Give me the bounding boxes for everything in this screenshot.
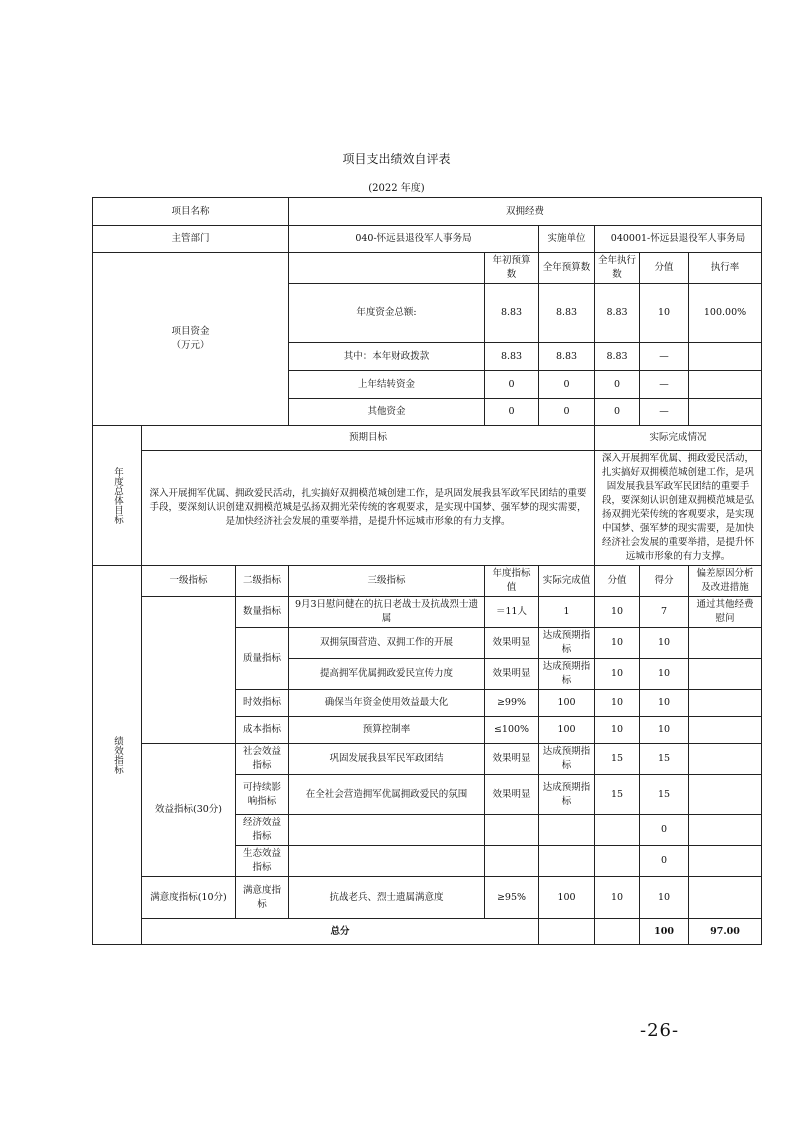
- funds-header: 执行率: [689, 253, 762, 284]
- perf-level1-satisfaction: 满意度指标(10分): [142, 877, 236, 919]
- funds-cell: 0: [595, 399, 640, 426]
- goals-text-row: [93, 451, 762, 566]
- funds-cell: 0: [539, 371, 595, 399]
- perf-got: 10: [640, 659, 689, 690]
- expected-goal-text: 深入开展拥军优属、拥政爱民活动，扎实搞好双拥模范城创建工作，是巩固发展我县军政军民团结的重要手段，要深刻认识创建双拥模范城是弘扬双拥光荣传统的客观要求，是实现中国梦、强军梦的现实需要，是加快经济社会发展的重要举措，是提升怀远城市形象的有力支撑。: [142, 451, 595, 566]
- funds-cell: 0: [539, 399, 595, 426]
- perf-l3: [289, 846, 485, 877]
- project-name-row: [93, 198, 762, 226]
- funds-header: 全年预算数: [539, 253, 595, 284]
- perf-score: [595, 846, 640, 877]
- perf-target: ≥99%: [485, 690, 539, 717]
- funds-cell: [689, 343, 762, 371]
- funds-row-name: 其他资金: [289, 399, 485, 426]
- perf-actual: [539, 846, 595, 877]
- perf-l3: 在全社会营造拥军优属拥政爱民的氛围: [289, 775, 485, 815]
- dept-value: 040-怀远县退役军人事务局: [289, 226, 539, 253]
- page-subtitle: (2022 年度): [368, 183, 425, 194]
- funds-cell: 8.83: [539, 343, 595, 371]
- page-number: -26-: [640, 1020, 680, 1041]
- perf-note: [689, 775, 762, 815]
- funds-cell: [689, 399, 762, 426]
- perf-score: 10: [595, 717, 640, 744]
- perf-l2: 质量指标: [236, 628, 289, 690]
- total-score: 100: [640, 919, 689, 945]
- perf-l2: 经济效益指标: [236, 815, 289, 846]
- perf-header: 一级指标: [142, 566, 236, 597]
- perf-got: 15: [640, 775, 689, 815]
- total-got: 97.00: [689, 919, 762, 945]
- perf-target: ＝11人: [485, 597, 539, 628]
- perf-target: 效果明显: [485, 659, 539, 690]
- actual-goal-text: 深入开展拥军优属、拥政爱民活动，扎实搞好双拥模范城创建工作，是巩固发展我县军政军民团结的重要手段，要深刻认识创建双拥模范城是弘扬双拥光荣传统的客观要求，是实现中国梦、强军梦的现实需要，是加快经济社会发展的重要举措，是提升怀远城市形象的有力支撑。: [595, 451, 762, 566]
- perf-target: 效果明显: [485, 744, 539, 775]
- perf-label: 绩效指标: [93, 566, 142, 945]
- perf-score: 10: [595, 597, 640, 628]
- perf-l3: 预算控制率: [289, 717, 485, 744]
- perf-note: [689, 877, 762, 919]
- perf-actual: 达成预期指标: [539, 775, 595, 815]
- perf-l2: 社会效益指标: [236, 744, 289, 775]
- perf-header: 分值: [595, 566, 640, 597]
- perf-note: [689, 659, 762, 690]
- perf-actual: [539, 815, 595, 846]
- perf-target: ≤100%: [485, 717, 539, 744]
- funds-cell: 0: [595, 371, 640, 399]
- perf-actual: 达成预期指标: [539, 744, 595, 775]
- funds-cell: —: [640, 399, 689, 426]
- impl-value: 040001-怀远县退役军人事务局: [595, 226, 762, 253]
- perf-l2: 数量指标: [236, 597, 289, 628]
- perf-note: [689, 815, 762, 846]
- perf-actual: 达成预期指标: [539, 659, 595, 690]
- perf-l3: 9月3日慰问健在的抗日老战士及抗战烈士遗属: [289, 597, 485, 628]
- funds-cell: [689, 371, 762, 399]
- perf-header: 二级指标: [236, 566, 289, 597]
- funds-label: 项目资金 （万元）: [93, 253, 289, 426]
- funds-cell: —: [640, 371, 689, 399]
- funds-cell: 8.83: [539, 284, 595, 343]
- perf-l3: 提高拥军优属拥政爱民宣传力度: [289, 659, 485, 690]
- perf-target: [485, 846, 539, 877]
- perf-level1-effect: 效益指标(30分): [142, 744, 236, 877]
- perf-got: 7: [640, 597, 689, 628]
- perf-row: [93, 597, 762, 628]
- self-evaluation-table: [92, 197, 762, 945]
- perf-score: [595, 815, 640, 846]
- perf-header-row: [93, 566, 762, 597]
- perf-actual: 100: [539, 877, 595, 919]
- perf-row: [93, 744, 762, 775]
- funds-cell: 8.83: [485, 284, 539, 343]
- perf-l3: [289, 815, 485, 846]
- perf-l3: 确保当年资金使用效益最大化: [289, 690, 485, 717]
- funds-header-row: [93, 253, 762, 284]
- total-blank: [595, 919, 640, 945]
- perf-score: 10: [595, 877, 640, 919]
- impl-label: 实施单位: [539, 226, 595, 253]
- funds-row-name: 年度资金总额:: [289, 284, 485, 343]
- perf-note: [689, 744, 762, 775]
- perf-got: 10: [640, 717, 689, 744]
- perf-l2: 成本指标: [236, 717, 289, 744]
- perf-score: 15: [595, 775, 640, 815]
- perf-note: [689, 690, 762, 717]
- funds-cell: 8.83: [595, 284, 640, 343]
- perf-l2: 满意度指标: [236, 877, 289, 919]
- funds-cell: 0: [485, 371, 539, 399]
- perf-note: [689, 846, 762, 877]
- perf-l3: 抗战老兵、烈士遗属满意度: [289, 877, 485, 919]
- funds-cell: 100.00%: [689, 284, 762, 343]
- perf-l2: 生态效益指标: [236, 846, 289, 877]
- perf-header: 年度指标值: [485, 566, 539, 597]
- page-title: 项目支出绩效自评表: [342, 152, 451, 166]
- dept-row: [93, 226, 762, 253]
- project-name-value: 双拥经费: [289, 198, 762, 226]
- total-blank: [539, 919, 595, 945]
- perf-target: ≥95%: [485, 877, 539, 919]
- funds-header: 全年执行数: [595, 253, 640, 284]
- perf-row: [93, 877, 762, 919]
- perf-note: [689, 628, 762, 659]
- funds-row-name: 其中：本年财政拨款: [289, 343, 485, 371]
- perf-l3: 双拥氛围营造、双拥工作的开展: [289, 628, 485, 659]
- perf-target: 效果明显: [485, 775, 539, 815]
- total-label: 总分: [142, 919, 539, 945]
- funds-header: 分值: [640, 253, 689, 284]
- perf-l3: 巩固发展我县军民军政团结: [289, 744, 485, 775]
- goals-header-row: [93, 426, 762, 451]
- perf-got: 10: [640, 690, 689, 717]
- funds-cell: 10: [640, 284, 689, 343]
- funds-cell: —: [640, 343, 689, 371]
- perf-actual: 1: [539, 597, 595, 628]
- funds-header: 年初预算数: [485, 253, 539, 284]
- perf-target: 效果明显: [485, 628, 539, 659]
- perf-actual: 100: [539, 690, 595, 717]
- funds-cell: 0: [485, 399, 539, 426]
- perf-header: 偏差原因分析及改进措施: [689, 566, 762, 597]
- perf-got: 15: [640, 744, 689, 775]
- perf-score: 10: [595, 659, 640, 690]
- actual-goal-header: 实际完成情况: [595, 426, 762, 451]
- funds-cell: 8.83: [485, 343, 539, 371]
- perf-header: 实际完成值: [539, 566, 595, 597]
- perf-l2: 可持续影响指标: [236, 775, 289, 815]
- perf-l2: 时效指标: [236, 690, 289, 717]
- perf-header: 三级指标: [289, 566, 485, 597]
- total-row: [93, 919, 762, 945]
- perf-got: 10: [640, 877, 689, 919]
- perf-score: 10: [595, 628, 640, 659]
- perf-actual: 100: [539, 717, 595, 744]
- funds-header-blank: [289, 253, 485, 284]
- perf-level1-output: [142, 597, 236, 744]
- perf-header: 得分: [640, 566, 689, 597]
- goals-label: 年度总体目标: [93, 426, 142, 566]
- perf-score: 15: [595, 744, 640, 775]
- perf-got: 10: [640, 628, 689, 659]
- perf-got: 0: [640, 815, 689, 846]
- perf-got: 0: [640, 846, 689, 877]
- funds-row-name: 上年结转资金: [289, 371, 485, 399]
- perf-note: [689, 717, 762, 744]
- expected-goal-header: 预期目标: [142, 426, 595, 451]
- project-name-label: 项目名称: [93, 198, 289, 226]
- funds-cell: 8.83: [595, 343, 640, 371]
- perf-score: 10: [595, 690, 640, 717]
- dept-label: 主管部门: [93, 226, 289, 253]
- perf-target: [485, 815, 539, 846]
- perf-actual: 达成预期指标: [539, 628, 595, 659]
- perf-note: 通过其他经费慰问: [689, 597, 762, 628]
